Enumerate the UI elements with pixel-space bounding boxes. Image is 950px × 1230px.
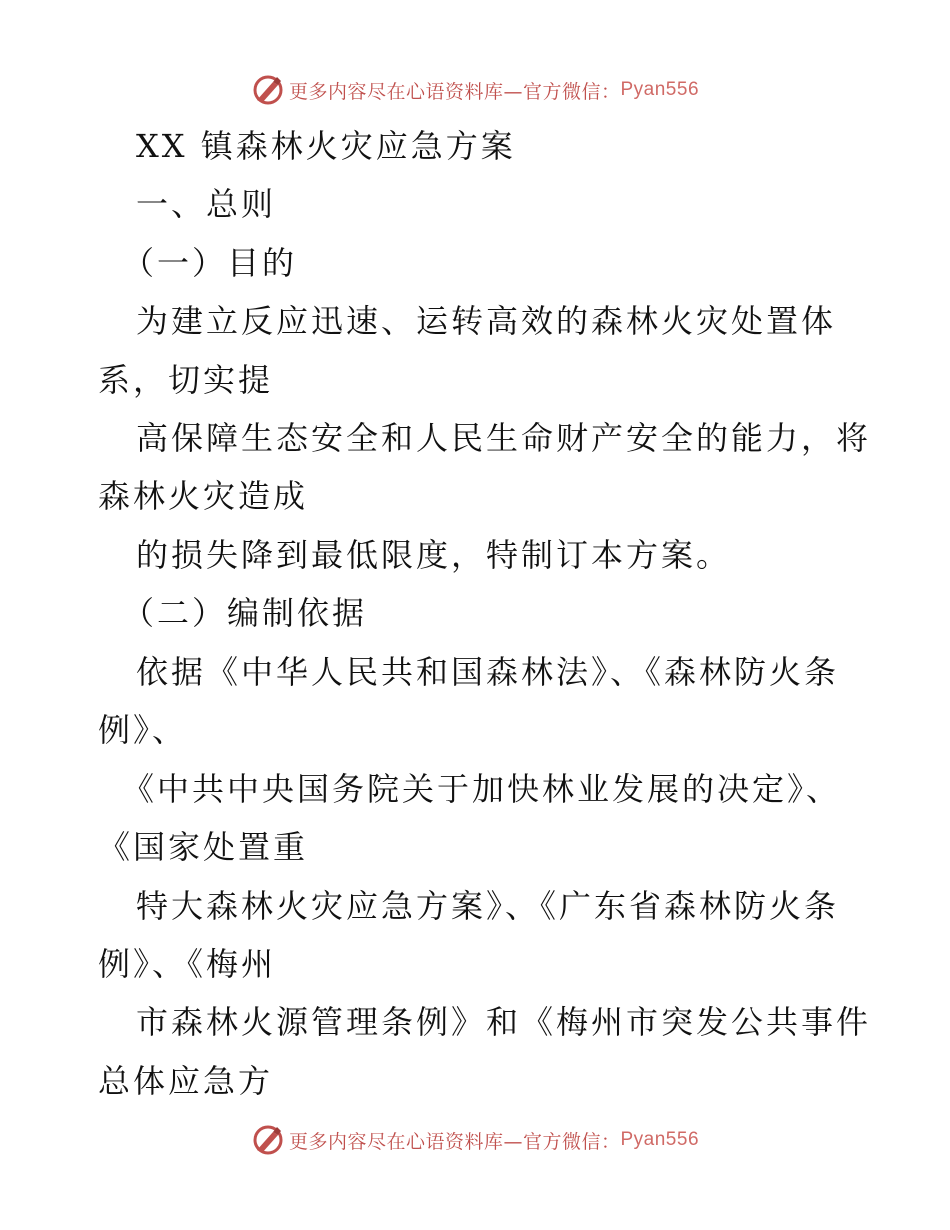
paragraph-line: 的损失降到最低限度，特制订本方案。 — [136, 536, 732, 574]
paragraph-line: 《国家处置重 — [98, 828, 309, 866]
watermark-text: 更多内容尽在心语资料库—官方微信： — [288, 1130, 621, 1153]
paragraph-line: 特大森林火灾应急方案》、《广东省森林防火条 — [136, 887, 840, 925]
subsection-heading: （一）目的 — [122, 244, 298, 282]
pen-logo-icon — [251, 1123, 285, 1157]
watermark-footer — [0, 1120, 950, 1160]
section-heading: 一、总则 — [136, 185, 277, 223]
paragraph-line: 高保障生态安全和人民生命财产安全的能力，将 — [136, 419, 872, 457]
paragraph-line: 例》、《梅州 — [98, 945, 277, 983]
paragraph-line: 总体应急方 — [98, 1062, 274, 1100]
paragraph-line: 《中共中央国务院关于加快林业发展的决定》、 — [122, 770, 842, 808]
subsection-heading: （二）编制依据 — [122, 594, 368, 632]
document-title: XX 镇森林火灾应急方案 — [136, 127, 516, 165]
pen-logo-icon — [251, 73, 285, 107]
watermark-header — [0, 70, 950, 110]
paragraph-line: 市森林火源管理条例》和《梅州市突发公共事件 — [136, 1003, 872, 1041]
paragraph-line: 森林火灾造成 — [98, 477, 309, 515]
watermark-text: 更多内容尽在心语资料库—官方微信： — [288, 80, 621, 103]
watermark-wechat-id: Pyan556 — [620, 79, 700, 100]
paragraph-line: 例》、 — [98, 711, 188, 749]
paragraph-line: 为建立反应迅速、运转高效的森林火灾处置体 — [136, 302, 837, 340]
paragraph-line: 系，切实提 — [98, 361, 274, 399]
watermark-wechat-id: Pyan556 — [620, 1129, 700, 1150]
paragraph-line: 依据《中华人民共和国森林法》、《森林防火条 — [136, 653, 840, 691]
